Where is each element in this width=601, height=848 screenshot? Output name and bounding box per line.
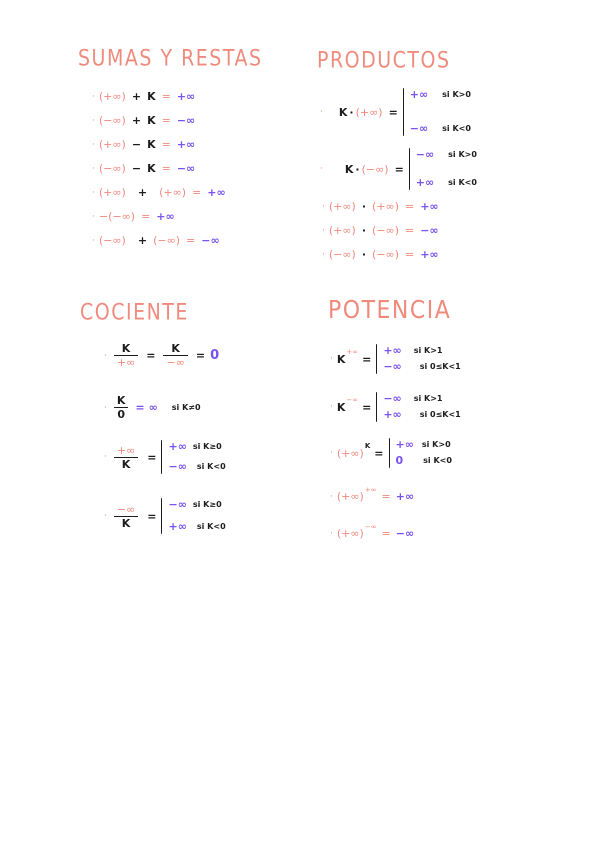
- base: K: [336, 400, 346, 414]
- operand: K: [344, 162, 354, 176]
- numerator: K: [171, 342, 180, 355]
- result: +∞: [168, 520, 187, 533]
- equals: =: [362, 352, 372, 366]
- condition: si K<0: [423, 456, 452, 465]
- result: ∞: [148, 401, 158, 414]
- operand: (+∞): [159, 186, 187, 199]
- condition: si K<0: [442, 124, 471, 133]
- equals: =: [192, 186, 202, 199]
- operand: (−∞): [372, 224, 399, 237]
- result: 0: [395, 454, 404, 467]
- equals: =: [161, 90, 171, 103]
- cociente-title: COCIENTE: [80, 300, 189, 326]
- operator: ·: [349, 105, 354, 119]
- condition: si 0≤K<1: [419, 362, 461, 371]
- equals: =: [374, 446, 384, 460]
- condition: si K<0: [448, 178, 477, 187]
- productos-title: PRODUCTOS: [317, 48, 451, 74]
- bullet: ·: [92, 211, 95, 222]
- operator: +: [137, 234, 148, 247]
- operand: K: [338, 105, 348, 119]
- base: (+∞): [336, 527, 364, 540]
- bullet: ·: [104, 350, 107, 361]
- operator: ·: [361, 224, 367, 237]
- equals: =: [147, 450, 157, 464]
- operand: (+∞): [98, 90, 126, 103]
- sum-row-7: [92, 234, 220, 247]
- bullet: ·: [92, 187, 95, 198]
- exponent: +∞: [364, 485, 377, 494]
- equals: =: [405, 200, 415, 213]
- prod-row-1: [322, 200, 439, 213]
- bullet: ·: [330, 528, 333, 539]
- result: +∞: [207, 186, 226, 199]
- condition: si K>1: [413, 346, 443, 355]
- prod-row-2: [322, 224, 439, 237]
- operand: K: [147, 138, 156, 151]
- pot-row-3: [330, 438, 452, 468]
- operator: −: [131, 162, 142, 175]
- result: −∞: [168, 460, 187, 473]
- coc-row-4: [104, 498, 226, 534]
- operand: K: [147, 90, 156, 103]
- fraction: [114, 503, 138, 530]
- numerator: −∞: [116, 502, 136, 516]
- prod-row-3: [322, 248, 439, 261]
- result: +∞: [383, 344, 402, 357]
- base: K: [336, 352, 346, 366]
- cases-brace: [375, 392, 460, 422]
- equals: =: [362, 400, 372, 414]
- condition: si K>1: [413, 394, 443, 403]
- sum-row-4: [92, 162, 195, 175]
- pot-row-4: [330, 485, 415, 503]
- equals: =: [141, 210, 151, 223]
- operand: (−∞): [98, 114, 126, 127]
- operand: (−∞): [328, 248, 356, 261]
- cases-brace: [388, 438, 452, 468]
- operand: −(−∞): [98, 210, 136, 223]
- cases-brace: [375, 344, 460, 374]
- operand: (+∞): [328, 200, 356, 213]
- condition: si K>0: [421, 440, 451, 449]
- result: −∞: [383, 360, 402, 373]
- result: 0: [210, 348, 220, 363]
- equals: =: [161, 138, 171, 151]
- result: −∞: [409, 122, 429, 135]
- bullet: ·: [92, 139, 95, 150]
- prod-case-1: [320, 88, 471, 136]
- equals: =: [186, 234, 196, 247]
- equals: =: [146, 349, 156, 362]
- bullet: ·: [330, 448, 333, 458]
- operator: ·: [361, 200, 367, 213]
- operand: (+∞): [355, 105, 383, 119]
- cases-brace: [402, 88, 471, 136]
- result: +∞: [176, 90, 196, 103]
- bullet: ·: [92, 235, 95, 246]
- equals: =: [388, 105, 398, 119]
- sum-row-2: [92, 114, 195, 127]
- equals: =: [195, 349, 206, 362]
- result: +∞: [409, 88, 429, 101]
- sumas-title: SUMAS Y RESTAS: [78, 46, 263, 72]
- result: +∞: [395, 438, 414, 451]
- operand: (−∞): [361, 162, 389, 176]
- sum-row-3: [92, 138, 195, 151]
- cases-brace: [160, 498, 225, 534]
- bullet: ·: [92, 115, 95, 126]
- exponent: K: [364, 442, 371, 450]
- fraction: [114, 342, 138, 369]
- denominator: 0: [117, 408, 125, 421]
- cases-brace: [408, 148, 477, 190]
- numerator: +∞: [116, 443, 136, 457]
- operand: (+∞): [372, 200, 399, 213]
- condition: si K≥0: [192, 500, 222, 509]
- result: +∞: [156, 210, 175, 223]
- equals: =: [161, 162, 171, 175]
- base: (+∞): [336, 490, 364, 503]
- bullet: ·: [320, 164, 323, 174]
- result: −∞: [176, 114, 196, 127]
- sum-row-6: [92, 210, 175, 223]
- cases-brace: [160, 440, 225, 474]
- pot-row-2: [330, 392, 461, 422]
- bullet: ·: [104, 452, 107, 462]
- condition: si 0≤K<1: [419, 410, 461, 419]
- numerator: K: [121, 342, 131, 355]
- result: +∞: [415, 176, 435, 189]
- result: −∞: [168, 498, 187, 511]
- result: −∞: [383, 392, 402, 405]
- result: +∞: [176, 138, 196, 151]
- exponent: −∞: [346, 396, 359, 404]
- operand: (−∞): [98, 162, 126, 175]
- fraction: [114, 444, 138, 471]
- bullet: ·: [330, 491, 333, 502]
- equals: =: [394, 162, 404, 176]
- result: −∞: [201, 234, 220, 247]
- condition: si K>0: [448, 150, 477, 159]
- operand: K: [147, 114, 156, 127]
- denominator: K: [121, 516, 131, 530]
- condition: si K≥0: [192, 442, 222, 451]
- bullet: ·: [104, 402, 107, 413]
- coc-row-1: [104, 342, 219, 369]
- sum-row-1: [92, 90, 195, 103]
- equals: =: [135, 401, 145, 414]
- prod-case-2: [320, 148, 477, 190]
- operand: (−∞): [372, 248, 399, 261]
- operator: +: [131, 114, 142, 127]
- equals: =: [161, 114, 171, 127]
- result: +∞: [168, 440, 187, 453]
- result: −∞: [176, 162, 196, 175]
- bullet: ·: [330, 402, 333, 412]
- equals: =: [147, 509, 157, 523]
- denominator: +∞: [116, 356, 136, 369]
- coc-row-2: [104, 394, 201, 421]
- operand: K: [147, 162, 156, 175]
- operator: −: [131, 138, 142, 151]
- coc-row-3: [104, 440, 226, 474]
- condition: si K<0: [196, 462, 226, 471]
- result: +∞: [420, 200, 439, 213]
- fraction: [163, 342, 187, 369]
- exponent: +∞: [346, 348, 359, 356]
- equals: =: [405, 224, 415, 237]
- equals: =: [381, 527, 391, 540]
- operator: +: [137, 186, 148, 199]
- bullet: ·: [104, 511, 107, 521]
- operator: ·: [355, 162, 360, 176]
- pot-row-1: [330, 344, 461, 374]
- operator: +: [131, 90, 142, 103]
- operator: ·: [361, 248, 367, 261]
- fraction: [114, 394, 129, 421]
- result: −∞: [415, 148, 435, 161]
- bullet: ·: [330, 354, 333, 364]
- potencia-title: POTENCIA: [328, 296, 452, 325]
- bullet: ·: [322, 225, 325, 236]
- denominator: −∞: [166, 356, 185, 369]
- base: (+∞): [336, 446, 364, 460]
- condition: si K≠0: [171, 403, 201, 412]
- sum-row-5: [92, 186, 226, 199]
- equals: =: [405, 248, 415, 261]
- operand: (−∞): [153, 234, 181, 247]
- operand: (+∞): [328, 224, 356, 237]
- operand: (−∞): [98, 234, 126, 247]
- result: +∞: [395, 490, 415, 503]
- result: +∞: [420, 248, 439, 261]
- denominator: K: [121, 457, 131, 471]
- bullet: ·: [320, 107, 323, 117]
- equals: =: [381, 490, 391, 503]
- bullet: ·: [322, 201, 325, 212]
- result: +∞: [383, 408, 402, 421]
- bullet: ·: [322, 249, 325, 260]
- bullet: ·: [92, 91, 95, 102]
- result: −∞: [395, 527, 415, 540]
- operand: (+∞): [98, 138, 126, 151]
- pot-row-5: [330, 522, 415, 540]
- result: −∞: [420, 224, 439, 237]
- operand: (+∞): [98, 186, 126, 199]
- numerator: K: [116, 394, 126, 407]
- bullet: ·: [92, 163, 95, 174]
- condition: si K<0: [196, 522, 226, 531]
- exponent: −∞: [364, 522, 377, 531]
- condition: si K>0: [442, 90, 471, 99]
